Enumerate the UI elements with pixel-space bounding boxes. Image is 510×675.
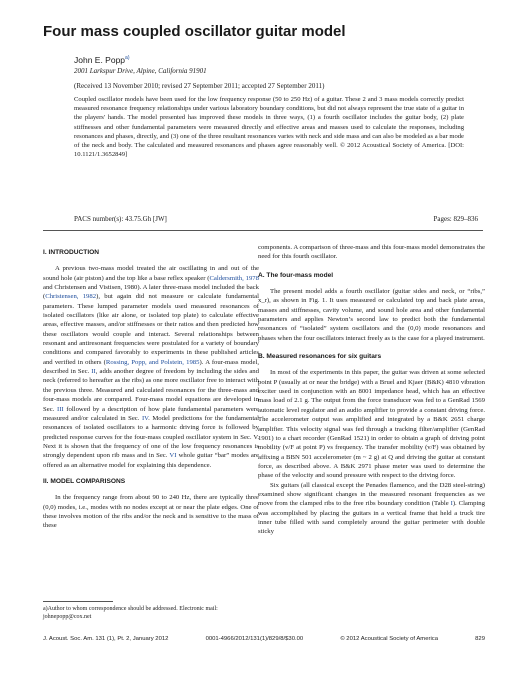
header-divider xyxy=(43,230,483,231)
text-run: followed by a description of how plate fundamental parameters were measured and/or calculated in Sec. xyxy=(43,405,259,422)
received-dates: (Received 13 November 2010; revised 27 September 2011; accepted 27 September 2011) xyxy=(74,82,325,90)
text-run: ), but again did not measure or calculate fundamental parameters. These lumped parameter models used measured resonances of isolated oscillators (like air alone, or isolated top plate) to calculate effective areas, effective masses, and/or stiffnesses or their ratios and then predicted how these oscillators would couple and interact. Several relationships between resonant and antiresonant frequencies were postulated for a variety of boundary conditions and compared favorably to experiments in these published articles and verified in others ( xyxy=(43,293,259,366)
copyright: © 2012 Acoustical Society of America xyxy=(340,636,438,642)
page-number: 829 xyxy=(475,636,485,642)
issn: 0001-4966/2012/131(1)/829/8/$30.00 xyxy=(205,636,304,642)
left-column xyxy=(43,243,259,531)
footnote: a)Author to whom correspondence should be addressed. Electronic mail: johnepopp@cox.net xyxy=(43,606,218,620)
pacs-numbers: PACS number(s): 43.75.Gh [JW] xyxy=(74,215,167,223)
footnote-divider xyxy=(43,601,113,602)
section-link[interactable]: III xyxy=(56,405,64,413)
measured-resonances-paragraph-1: In most of the experiments in this paper, the guitar was driven at some selected point P (usually at or near the bridge) with a Bruel and Kjaer (B&K) 4810 vibration exciter used in conjunction with an 8001 impedance head, which has an effective mass load of 2.1 g. The output from the force transducer was fed to a GenRad 1569 automatic level regulator and an audio amplifier to provide a constant driving force. The accelerometer output was amplified and integrated by a B&K 2651 charge amplifier. This velocity signal was fed through a tracking filter/amplifier (GenRad 1901) to a chart recorder (GenRad 1521) in order to obtain a graph of driving point mobility (v/F at point P) vs frequency. The transfer mobility (v/F) was obtained by affixing a BBN 501 accelerometer (m ~ 2 g) at Q and driving the guitar at constant force, as described above. A B&K 2971 phase meter was used to determine the phase of the velocity and sound pressure with respect to the driving force. xyxy=(258,369,485,480)
section-link[interactable]: II xyxy=(91,368,96,376)
text-run: . Model predictions for the fundamental resonances of isolated oscillators to a harmonic driving force is followed by predicted response curves for the four-mass coupled oscillator system in Sec. V. Next it is shown that the frequency of one of the low frequency resonances is strongly dependent upon rib mass and in Sec. xyxy=(43,414,259,460)
intro-paragraph xyxy=(43,264,259,470)
author-name: John E. Popp xyxy=(74,55,126,65)
model-comparisons-paragraph: In the frequency range from about 90 to 240 Hz, there are typically three (0,0) modes, i.e., modes with no nodes except at or near the plate edges. One of these involves motion of the ribs and/or the neck and is sensitive to the mass of these xyxy=(43,494,259,530)
section-heading-model-comparisons: II. MODEL COMPARISONS xyxy=(43,477,126,485)
text-run: , adds another degree of freedom by including the sides and neck (referred to hereafter as the ribs) as one more oscillator free to interact with the previous three. Measured and calculated resonances for the three-mass and four-mass models are compared. Four-mass model equations are developed in Sec. xyxy=(43,368,259,413)
page-range: Pages: 829–836 xyxy=(433,215,478,223)
right-column xyxy=(258,243,485,537)
continued-paragraph: components. A comparison of three-mass and this four-mass model demonstrates the need for this fourth oscillator. xyxy=(258,244,485,261)
journal-citation: J. Acoust. Soc. Am. 131 (1), Pt. 2, January 2012 xyxy=(43,636,169,642)
text-run: whole guitar “bar” modes are offered as an alternative model for explaining this dependence. xyxy=(43,452,259,469)
citation-link[interactable]: Christensen, 1982 xyxy=(45,293,97,301)
text-run: and Christensen and Vistisen, 1980). A later three-mass model included the back ( xyxy=(43,284,259,301)
author-affiliation: 2001 Larkspur Drive, Alpine, California 91901 xyxy=(74,67,207,75)
text-run: ). A four-mass model, described in Sec. xyxy=(43,358,259,376)
author-line xyxy=(74,55,130,65)
text-run: Six guitars (all classical except the Penades flamenco, and the D28 steel-string) examined show significant changes in the measured resonant frequencies as we move from the clamped ribs to the free ribs boundary condition (Table xyxy=(258,481,485,508)
text-run: A previous two-mass model treated the air oscillating in and out of the sound hole (air piston) and the top like a base reflex speaker ( xyxy=(43,265,259,282)
page-footer xyxy=(43,636,485,642)
table-link[interactable]: I xyxy=(450,500,453,508)
subsection-heading-four-mass: A. The four-mass model xyxy=(258,271,334,279)
citation-link[interactable]: Caldersmith, 1978 xyxy=(209,274,259,282)
section-heading-introduction: I. INTRODUCTION xyxy=(43,249,100,256)
four-mass-paragraph: The present model adds a fourth oscillator (guitar sides and neck, or “ribs,” x_r), as shown in Fig. 1. It uses measured or calculated top and back plate areas, masses and stiffnesses, cavity volume, and sound hole area and other fundamental parameters and applies Newton’s second law to predict both the fundamental resonances of “isolated” system oscillators and the (0,0) mode resonances and phases when the four oscillators interact freely as is the case for a played instrument. xyxy=(258,288,485,342)
section-link[interactable]: IV xyxy=(141,414,149,422)
section-link[interactable]: VI xyxy=(169,452,177,460)
abstract: Coupled oscillator models have been used for the low frequency response (50 to 250 Hz) of a guitar. These 2 and 3 mass models correctly predict measured resonance frequency relationships under various laboratory boundary conditions, but did not always represent the true state of a guitar in the players' hands. The model presented has improved these models in three ways, (1) a fourth oscillator includes the guitar body, (2) plate stiffnesses and other fundamental parameters were measured directly and effective areas and masses used to calculate the responses, including resonances and phases, directly, and (3) one of the three resultant resonances varies with neck and side mass and can also be modeled as a bar mode of the neck and body. The calculated and measured resonances and phases agree reasonably well. © 2012 Acoustical Society of America. [DOI: 10.1121/1.3652849] xyxy=(74,96,464,159)
subsection-heading-measured-resonances: B. Measured resonances for six guitars xyxy=(258,353,382,361)
citation-link[interactable]: Rossing, Popp, and Polstein, 1985 xyxy=(105,358,200,366)
author-footnote-marker[interactable]: a) xyxy=(125,55,130,62)
measured-resonances-paragraph-2 xyxy=(258,481,485,537)
paper-title: Four mass coupled oscillator guitar model xyxy=(43,23,346,40)
text-run: ). Clamping was accomplished by placing the guitars in a vertical frame that held a truck tire inner tube filled with sand completely around the guitar perimeter with double sticky xyxy=(258,500,485,536)
